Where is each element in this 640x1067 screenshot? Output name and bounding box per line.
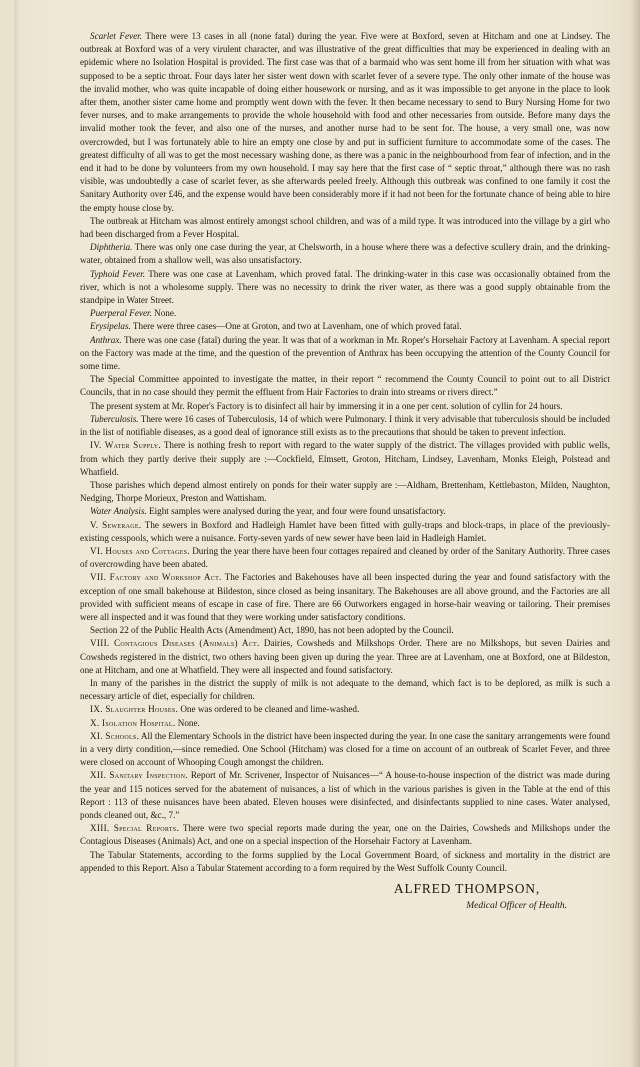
paragraph-text: The Tabular Statements, according to the forms supplied by the Local Government Board, of sickness and mortality in the district are appended to this Report. Also a Tabular Statement according to a form required by the West Suffolk County Council.: [80, 849, 610, 873]
signature-title: Medical Officer of Health.: [466, 901, 567, 911]
report-paragraph: [80, 413, 610, 439]
paragraph-heading: VIII. Contagious Diseases (Animals) Act.: [90, 638, 260, 649]
paragraph-text: Report of Mr. Scrivener, Inspector of Nuisances—“ A house-to-house inspection of the district was made during the year and 115 notices served for the abatement of nuisances, a list of which in the various parishes is given in the Table at the end of this Report : 113 of these nuisances have been abated. Eleven houses were disinfected, and disinfectants supplied to nine cases. Water analysed, ponds cleaned out, &c., 7.”: [80, 770, 610, 820]
paragraph-text: None.: [175, 717, 200, 728]
paragraph-text: One was ordered to be cleaned and lime-washed.: [178, 704, 360, 715]
paragraph-text: Eight samples were analysed during the year, and four were found unsatisfactory.: [146, 506, 446, 517]
paragraph-heading: Water Analysis.: [90, 506, 147, 517]
paragraph-text: The sewers in Boxford and Hadleigh Hamlet have been fitted with gully-traps and block-traps, in place of the previously-existing cesspools, which were a nuisance. Forty-seven yards of new sewer have been laid in Hadleigh Hamlet.: [80, 519, 610, 543]
paragraph-text: The outbreak at Hitcham was almost entirely amongst school children, and was of a mild type. It was introduced into the village by a girl who had been discharged from a Fever Hospital.: [80, 215, 610, 240]
paragraph-text: The Special Committee appointed to investigate the matter, in their report “ recommend the County Council to point out to all District Councils, that in no case should they permit the effluent from Hair Factories to drain into streams or rivers direct.”: [80, 374, 610, 398]
paragraph-text: There were two special reports made during the year, one on the Dairies, Cowsheds and Milkshops under the Contagious Diseases (Animals) Act, and one on a special inspection of the Horsehair Factory at Lavenham.: [80, 823, 610, 847]
paragraph-text: In many of the parishes in the district the supply of milk is not adequate to the demand, which fact is to be deplored, as milk is such a necessary article of diet, especially for children.: [80, 677, 610, 702]
report-paragraph: [80, 637, 610, 677]
paragraph-text: All the Elementary Schools in the district have been inspected during the year. In one case the sanitary arrangements were found in a very dirty condition,—since remedied. One School (Hitcham) was closed for a time on account of an outbreak of Scarlet Fever, and three were closed on account of Whooping Cough amongst the children.: [80, 730, 610, 768]
paragraph-heading: XI. Schools.: [90, 730, 140, 741]
report-paragraph: [80, 479, 610, 505]
paragraph-heading: VII. Factory and Workshop Act.: [90, 572, 222, 583]
report-paragraph: [80, 624, 610, 637]
paragraph-heading: XII. Sanitary Inspection.: [90, 770, 188, 781]
report-paragraph: [80, 439, 610, 479]
binding-shadow: [14, 0, 20, 1067]
signature-name: ALFRED THOMPSON,: [393, 881, 540, 896]
paragraph-heading: VI. Houses and Cottages.: [90, 545, 190, 556]
report-paragraph: [80, 769, 610, 822]
report-paragraph: [80, 849, 610, 875]
paragraph-heading: Erysipelas.: [90, 321, 131, 332]
paragraph-heading: XIII. Special Reports.: [90, 823, 180, 834]
report-paragraph: [80, 400, 610, 413]
report-paragraph: [80, 373, 610, 399]
report-paragraph: [80, 730, 610, 770]
paragraph-text: The present system at Mr. Roper's Factory is to disinfect all hair by immersing it in a one per cent. solution of cyllin for 24 hours.: [90, 400, 563, 411]
report-paragraph: [80, 519, 610, 545]
report-paragraph: [80, 545, 610, 571]
page-edge-shadow: [630, 0, 640, 1067]
report-paragraph: [80, 241, 610, 267]
report-paragraph: [80, 822, 610, 848]
paragraph-text: There were 16 cases of Tuberculosis, 14 of which were Pulmonary. I think it very advisable that tuberculosis should be included in the list of notifiable diseases, as a good deal of ignorance still exists as to the precautions that should be taken to prevent infection.: [80, 413, 610, 438]
paragraph-text: None.: [151, 308, 177, 319]
paragraph-text: There were three cases—One at Groton, and two at Lavenham, one of which proved fatal.: [130, 321, 462, 332]
paragraph-text: There is nothing fresh to report with regard to the water supply of the district. The villages provided with public wells, from which they partly derive their supply are :—Cockfield, Elmsett, Groton, Hitcham, Lindsey, Lavenham, Monks Eleigh, Polstead and Whatfield.: [80, 440, 610, 477]
report-paragraph: [80, 717, 610, 730]
paragraph-text: During the year there have been four cottages repaired and cleaned by order of the Sanitary Authority. Three cases of overcrowding have been abated.: [80, 545, 610, 570]
paragraph-heading: Anthrax.: [90, 334, 122, 345]
report-paragraph: [80, 307, 610, 320]
paragraph-text: Section 22 of the Public Health Acts (Amendment) Act, 1890, has not been adopted by the Council.: [90, 625, 454, 636]
report-paragraph: [80, 268, 610, 308]
paragraph-text: There was one case at Lavenham, which proved fatal. The drinking-water in this case was occasionally obtained from the river, which is not a wholesome supply. There was no necessity to drink the river water, as there was a good supply obtainable from the standpipe in Water Street.: [80, 268, 610, 306]
paragraph-heading: Tuberculosis.: [90, 413, 139, 424]
paragraph-heading: X. Isolation Hospital.: [90, 717, 176, 728]
paragraph-heading: Puerperal Fever.: [90, 308, 152, 319]
paragraph-heading: IX. Slaughter Houses.: [90, 704, 179, 715]
paragraph-text: There were 13 cases in all (none fatal) during the year. Five were at Boxford, seven at Hitcham and one at Lindsey. The outbreak at Boxford was of a very virulent character, and was illustrative of the great difficulties that may be experienced in dealing with an epidemic where no Isolation Hospital is provided. The first case was that of a barmaid who was sent home ill from her situation with what was supposed to be a septic throat. Four days later her sister went down with scarlet fever of a severe type. The only other inmate of the house was the invalid mother, who was quite incapable of doing either housework or nursing, and as it was impossible to get anyone in the place to look after them, another sister came home and promptly went down with the fever. It then became necessary to send to Bury Nursing Home for two fever nurses, and to make arrangements to provide the whole household with food and other necessaries from outside. Before many days the invalid mother took the fever, and also one of the nurses, and another nurse had to be sent for. The house, a very small one, was now overcrowded, but I was fortunately able to hire an empty one close by and put in sufficient furniture to accommodate some of the cases. The greatest difficulty of all was to get the most necessary washing done, as there was a panic in the neighbourhood from fear of infection, and in the end it had to be done by volunteers from my own household. I may say here that the first case of “ septic throat,” although there was no rash visible, was undoubtedly a case of scarlet fever, as she afterwards peeled freely. Although this outbreak was confined to one family it cost the Sanitary Authority over £46, and the expense would have been considerably more if it had not been for the fortunate chance of being able to hire the empty house close by.: [80, 31, 611, 213]
report-paragraph: [80, 215, 610, 241]
report-paragraph: [80, 334, 610, 374]
paragraph-heading: IV. Water Supply.: [90, 440, 162, 451]
report-paragraph: [80, 571, 610, 624]
paragraph-heading: Typhoid Fever.: [90, 268, 146, 279]
report-paragraph: [80, 505, 610, 518]
report-paragraph: [80, 703, 610, 716]
report-body: [80, 30, 610, 875]
paragraph-text: There was one case (fatal) during the year. It was that of a workman in Mr. Roper's Horsehair Factory at Lavenham. A special report on the Factory was made at the time, and the question of the prevention of Anthrax has been occupying the attention of the County Council for some time.: [80, 334, 610, 372]
report-paragraph: [80, 677, 610, 703]
paragraph-text: There was only one case during the year, at Chelsworth, in a house where there was a defective scullery drain, and the drinking-water, obtained from a shallow well, was also unsatisfactory.: [80, 242, 610, 266]
paragraph-heading: V. Sewerage.: [90, 519, 142, 530]
paragraph-text: The Factories and Bakehouses have all been inspected during the year and found satisfactory with the exception of one small bakehouse at Bildeston, since closed as being insanitary. The Bakehouses are all above ground, and the Factories are all provided with sufficient means of escape in case of fire. There are 66 Outworkers engaged in horse-hair weaving or tailoring. Their premises were all inspected and it was found that they were working under satisfactory conditions.: [80, 572, 610, 622]
report-paragraph: [80, 320, 610, 333]
paragraph-text: Those parishes which depend almost entirely on ponds for their water supply are :—Aldham, Brettenham, Kettlebaston, Milden, Naughton, Nedging, Thorpe Morieux, Preston and Wattisham.: [80, 479, 610, 504]
paragraph-text: Dairies, Cowsheds and Milkshops Order. There are no Milkshops, but seven Dairies and Cowsheds registered in the district, two others having been given up during the year. Three are at Lavenham, one at Boxford, one at Bildeston, one at Hitcham, and one at Whatfield. They were all inspected and found satisfactory.: [80, 638, 610, 675]
paragraph-heading: Diphtheria.: [90, 242, 133, 253]
report-paragraph: [80, 30, 610, 215]
paragraph-heading: Scarlet Fever.: [90, 31, 142, 41]
